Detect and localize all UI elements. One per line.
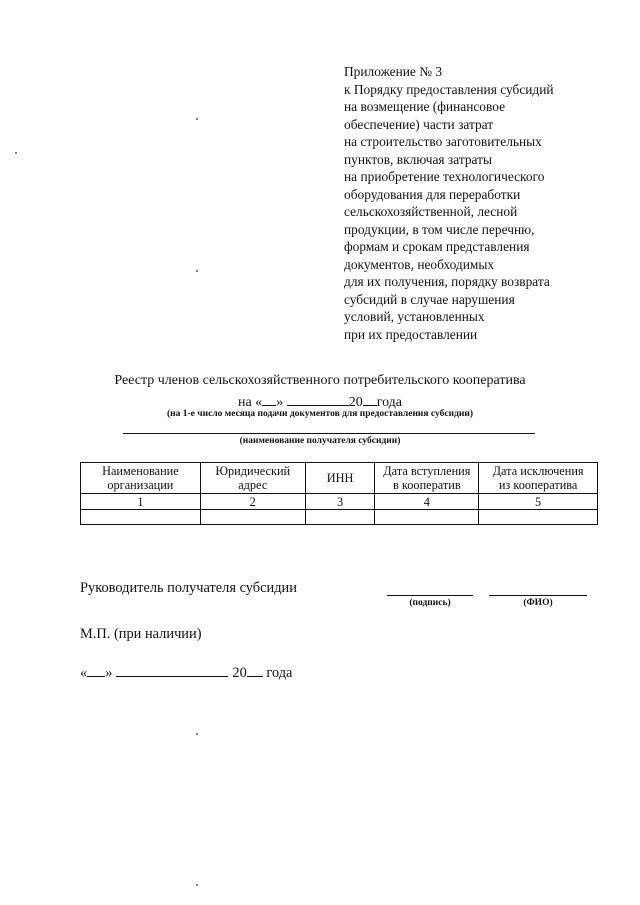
- header-join-date: Дата вступления в кооператив: [375, 463, 479, 494]
- scan-speck: [196, 270, 198, 272]
- registry-note: (на 1-е число месяца подачи документов для предоставления субсидии): [167, 409, 473, 419]
- members-table: [80, 462, 598, 525]
- table-row: [81, 510, 598, 525]
- table-header-row: [81, 463, 598, 494]
- month-blank[interactable]: [287, 393, 349, 406]
- column-number: 1: [81, 494, 201, 510]
- full-name-line[interactable]: [489, 595, 587, 596]
- footer-month-blank[interactable]: [116, 663, 228, 677]
- signature-caption: (подпись): [409, 598, 451, 608]
- column-number: 5: [479, 494, 598, 510]
- registry-title: Реестр членов сельскохозяйственного потребительского кооператива: [114, 373, 526, 388]
- header-legal-address: Юридический адрес: [200, 463, 305, 494]
- date-mid: »: [276, 395, 284, 410]
- recipient-name-line[interactable]: [123, 433, 535, 434]
- year-blank[interactable]: [363, 393, 377, 406]
- table-number-row: [81, 494, 598, 510]
- appendix-line: на возмещение (финансовое: [344, 99, 506, 114]
- column-number: 3: [305, 494, 375, 510]
- header-org-name: Наименование организации: [81, 463, 201, 494]
- table-cell[interactable]: [81, 510, 201, 525]
- recipient-caption: (наименование получателя субсидии): [239, 436, 401, 446]
- header-exit-date: Дата исключения из кооператива: [479, 463, 598, 494]
- table-cell[interactable]: [305, 510, 375, 525]
- appendix-line: условий, установленных: [344, 309, 485, 324]
- appendix-line: при их предоставлении: [344, 326, 478, 342]
- date-prefix: на «: [237, 395, 263, 410]
- footer-close-quote: »: [105, 665, 113, 681]
- scan-speck: [15, 152, 17, 154]
- stamp-label: М.П. (при наличии): [80, 626, 202, 642]
- column-number: 4: [375, 494, 479, 510]
- date-year: 20: [348, 395, 363, 410]
- appendix-line: формам и срокам представления: [344, 239, 530, 254]
- scan-speck: [196, 118, 198, 120]
- footer-date-line: [80, 663, 292, 682]
- footer-year-blank[interactable]: [247, 663, 263, 677]
- table-cell[interactable]: [479, 510, 598, 525]
- appendix-line: субсидий в случае нарушения: [344, 291, 515, 307]
- appendix-line: оборудования для переработки: [344, 186, 521, 202]
- date-suffix: года: [376, 395, 403, 410]
- scan-speck: [196, 733, 198, 735]
- appendix-line: Приложение № 3: [344, 64, 443, 79]
- column-number: 2: [200, 494, 305, 510]
- signature-line[interactable]: [387, 595, 473, 596]
- appendix-line: на приобретение технологического: [344, 169, 545, 184]
- signature-label: Руководитель получателя субсидии: [80, 580, 297, 596]
- table-cell[interactable]: [200, 510, 305, 525]
- footer-day-blank[interactable]: [87, 663, 105, 677]
- full-name-caption: (ФИО): [523, 598, 553, 608]
- scan-speck: [196, 884, 198, 886]
- appendix-line: обеспечение) части затрат: [344, 116, 494, 132]
- appendix-header: [344, 63, 614, 343]
- appendix-line: пунктов, включая затраты: [344, 151, 492, 167]
- appendix-line: продукции, в том числе перечню,: [344, 221, 535, 237]
- appendix-line: сельскохозяйственной, лесной: [344, 204, 518, 219]
- appendix-line: к Порядку предоставления субсидий: [344, 81, 554, 97]
- appendix-line: для их получения, порядку возврата: [344, 274, 550, 289]
- header-inn: ИНН: [305, 463, 375, 494]
- appendix-line: на строительство заготовительных: [344, 134, 542, 149]
- footer-year-suffix: года: [266, 665, 293, 681]
- table-cell[interactable]: [375, 510, 479, 525]
- appendix-line: документов, необходимых: [344, 256, 495, 272]
- day-blank[interactable]: [262, 393, 276, 406]
- footer-year: 20: [232, 665, 247, 681]
- footer-open-quote: «: [80, 665, 88, 681]
